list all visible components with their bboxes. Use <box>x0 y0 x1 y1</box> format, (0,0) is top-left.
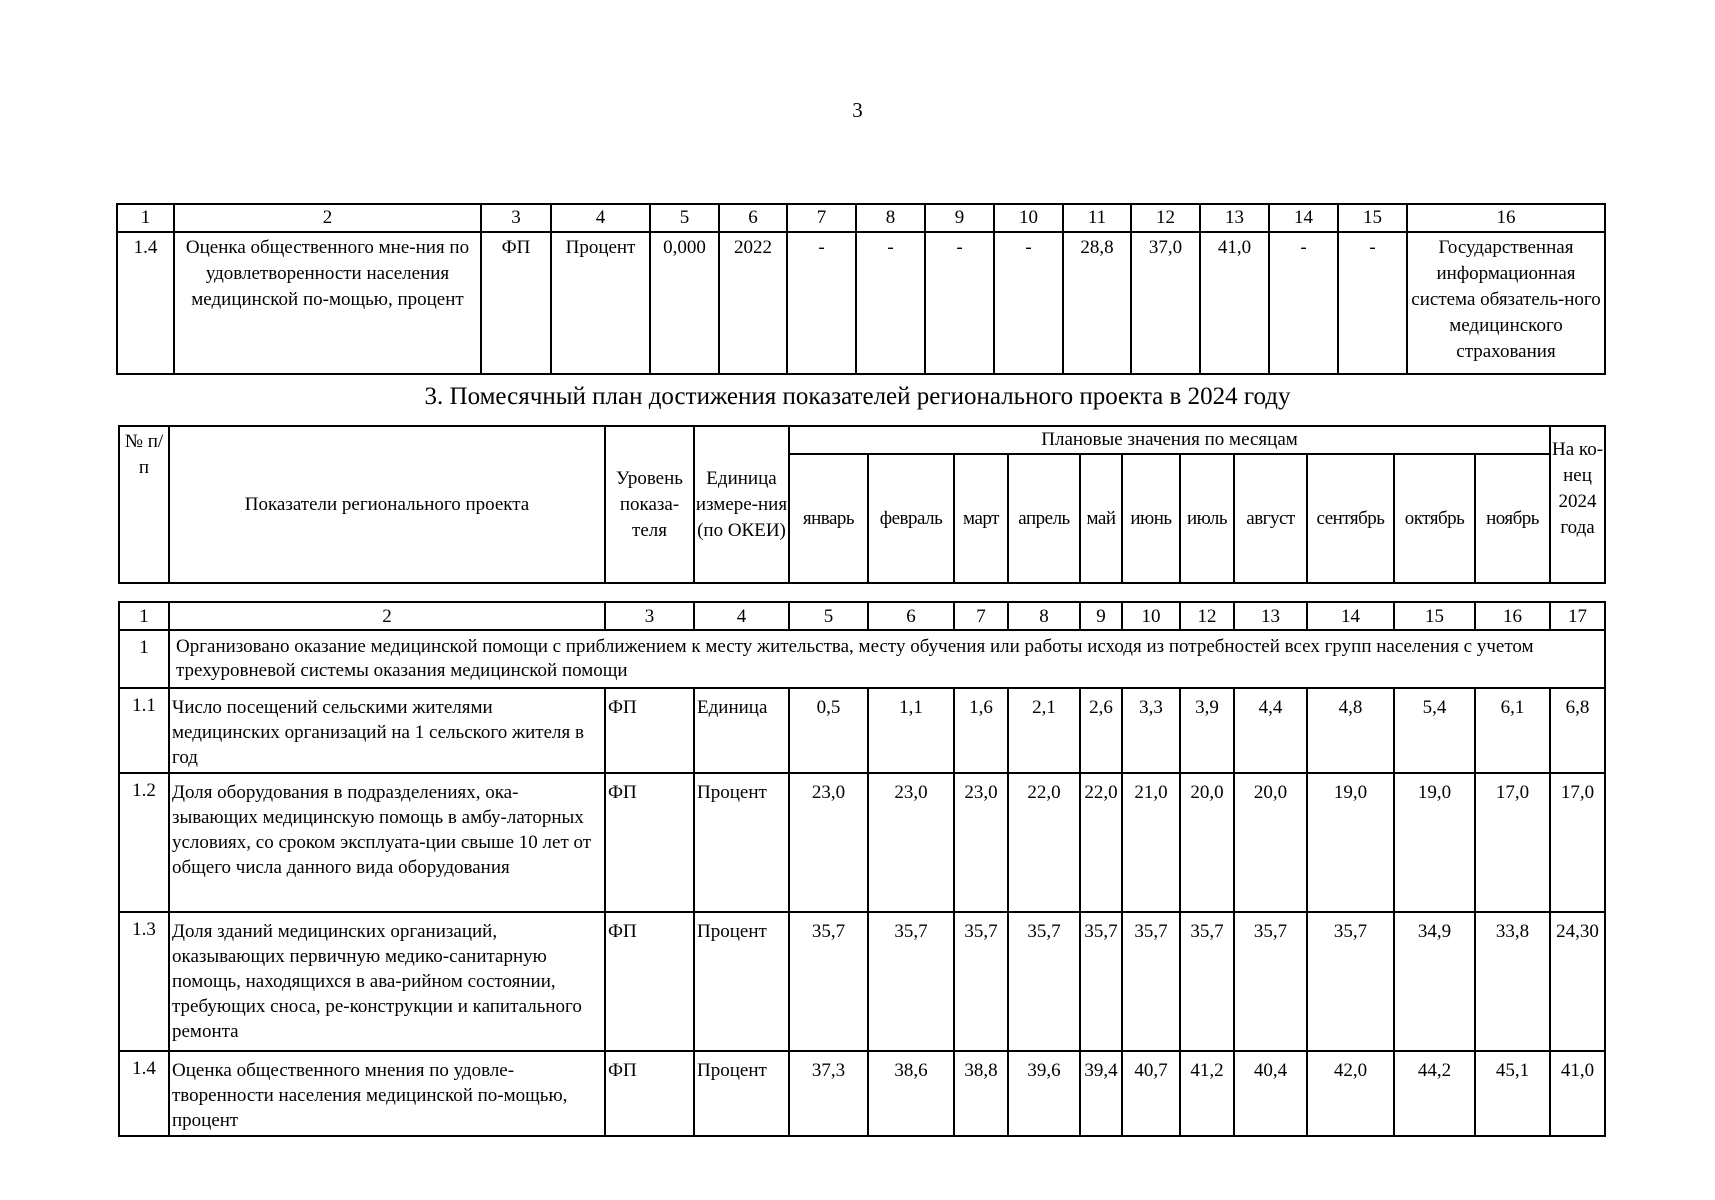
value-june: 35,7 <box>1122 912 1180 1051</box>
value-august: 40,4 <box>1234 1051 1307 1136</box>
value-march: 1,6 <box>954 688 1008 773</box>
month-may: май <box>1080 454 1122 583</box>
value-cell: 41,0 <box>1200 232 1269 374</box>
value-march: 23,0 <box>954 773 1008 912</box>
value-november: 17,0 <box>1475 773 1550 912</box>
value-july: 41,2 <box>1180 1051 1234 1136</box>
col-number: 13 <box>1200 204 1269 232</box>
header-number: № п/п <box>119 426 169 583</box>
value-october: 44,2 <box>1394 1051 1475 1136</box>
value-july: 20,0 <box>1180 773 1234 912</box>
value-february: 23,0 <box>868 773 954 912</box>
table-row <box>119 688 1605 773</box>
row-number: 1.4 <box>119 1051 169 1136</box>
month-february: февраль <box>868 454 954 583</box>
col-number: 10 <box>994 204 1063 232</box>
base-value: 0,000 <box>650 232 719 374</box>
value-june: 21,0 <box>1122 773 1180 912</box>
row-number: 1.2 <box>119 773 169 912</box>
indicator-name: Число посещений сельскими жителями медицинских организаций на 1 сельского жителя в год <box>169 688 605 773</box>
table-row <box>119 773 1605 912</box>
col-number: 8 <box>1008 602 1080 630</box>
month-july: июль <box>1180 454 1234 583</box>
col-number: 2 <box>169 602 605 630</box>
col-number: 6 <box>719 204 787 232</box>
value-november: 45,1 <box>1475 1051 1550 1136</box>
value-april: 35,7 <box>1008 912 1080 1051</box>
col-number: 1 <box>117 204 174 232</box>
indicator-name: Доля оборудования в подразделениях, ока-зывающих медицинскую помощь в амбу-латорных условиях, со сроком эксплуата-ции свыше 10 лет от общего числа данного вида оборудования <box>169 773 605 912</box>
col-number: 13 <box>1234 602 1307 630</box>
col-number: 6 <box>868 602 954 630</box>
value-june: 40,7 <box>1122 1051 1180 1136</box>
col-number: 15 <box>1394 602 1475 630</box>
month-november: ноябрь <box>1475 454 1550 583</box>
indicator-level: ФП <box>481 232 551 374</box>
value-june: 3,3 <box>1122 688 1180 773</box>
col-number: 17 <box>1550 602 1605 630</box>
value-cell: - <box>994 232 1063 374</box>
value-cell: - <box>1338 232 1407 374</box>
value-july: 35,7 <box>1180 912 1234 1051</box>
data-source: Государственная информационная система обязатель-ного медицинского страхования <box>1407 232 1605 374</box>
value-march: 35,7 <box>954 912 1008 1051</box>
monthly-plan-table <box>118 601 1606 1137</box>
col-number: 7 <box>954 602 1008 630</box>
col-number: 12 <box>1131 204 1200 232</box>
value-september: 42,0 <box>1307 1051 1394 1136</box>
value-february: 38,6 <box>868 1051 954 1136</box>
month-october: октябрь <box>1394 454 1475 583</box>
indicator-name: Оценка общественного мнения по удовле-творенности населения медицинской по-мощью, процент <box>169 1051 605 1136</box>
month-september: сентябрь <box>1307 454 1394 583</box>
value-year-end: 41,0 <box>1550 1051 1605 1136</box>
value-cell: - <box>1269 232 1338 374</box>
value-may: 35,7 <box>1080 912 1122 1051</box>
table-row <box>119 1051 1605 1136</box>
unit: Процент <box>694 1051 789 1136</box>
value-september: 4,8 <box>1307 688 1394 773</box>
section-number: 1 <box>119 630 169 688</box>
col-number: 12 <box>1180 602 1234 630</box>
col-number: 16 <box>1407 204 1605 232</box>
value-august: 35,7 <box>1234 912 1307 1051</box>
value-cell: - <box>925 232 994 374</box>
row-number: 1.1 <box>119 688 169 773</box>
header-year-end: На ко-нец 2024 года <box>1550 426 1605 583</box>
month-january: январь <box>789 454 868 583</box>
value-cell: 28,8 <box>1063 232 1131 374</box>
value-august: 4,4 <box>1234 688 1307 773</box>
value-may: 2,6 <box>1080 688 1122 773</box>
value-march: 38,8 <box>954 1051 1008 1136</box>
month-april: апрель <box>1008 454 1080 583</box>
unit: Единица <box>694 688 789 773</box>
col-number: 4 <box>694 602 789 630</box>
value-year-end: 6,8 <box>1550 688 1605 773</box>
value-october: 19,0 <box>1394 773 1475 912</box>
section-text: Организовано оказание медицинской помощи с приближением к месту жительства, месту обучения или работы исходя из потребностей всех групп населения с учетом трехуровневой системы оказания медицинской помощи <box>169 630 1605 688</box>
value-year-end: 24,30 <box>1550 912 1605 1051</box>
value-november: 33,8 <box>1475 912 1550 1051</box>
table-row <box>117 232 1605 374</box>
page-number: 3 <box>852 98 863 122</box>
month-august: август <box>1234 454 1307 583</box>
value-cell: - <box>856 232 925 374</box>
value-april: 2,1 <box>1008 688 1080 773</box>
section-row <box>119 630 1605 688</box>
value-april: 22,0 <box>1008 773 1080 912</box>
col-number: 14 <box>1307 602 1394 630</box>
col-number: 7 <box>787 204 856 232</box>
row-number: 1.4 <box>117 232 174 374</box>
unit: Процент <box>694 912 789 1051</box>
value-november: 6,1 <box>1475 688 1550 773</box>
indicator-name: Оценка общественного мне-ния по удовлетворенности населения медицинской по-мощью, процент <box>174 232 481 374</box>
value-february: 1,1 <box>868 688 954 773</box>
col-number: 14 <box>1269 204 1338 232</box>
value-cell: - <box>787 232 856 374</box>
value-april: 39,6 <box>1008 1051 1080 1136</box>
value-may: 39,4 <box>1080 1051 1122 1136</box>
value-january: 37,3 <box>789 1051 868 1136</box>
value-january: 0,5 <box>789 688 868 773</box>
column-numbers-row <box>117 204 1605 232</box>
col-number: 5 <box>789 602 868 630</box>
unit: Процент <box>694 773 789 912</box>
col-number: 16 <box>1475 602 1550 630</box>
indicator-level: ФП <box>605 688 694 773</box>
value-year-end: 17,0 <box>1550 773 1605 912</box>
header-level: Уровень показа-теля <box>605 426 694 583</box>
indicator-level: ФП <box>605 912 694 1051</box>
value-january: 35,7 <box>789 912 868 1051</box>
col-number: 4 <box>551 204 650 232</box>
col-number: 11 <box>1063 204 1131 232</box>
value-cell: 37,0 <box>1131 232 1200 374</box>
row-number: 1.3 <box>119 912 169 1051</box>
unit: Процент <box>551 232 650 374</box>
value-august: 20,0 <box>1234 773 1307 912</box>
value-july: 3,9 <box>1180 688 1234 773</box>
month-march: март <box>954 454 1008 583</box>
col-number: 3 <box>481 204 551 232</box>
indicator-name: Доля зданий медицинских организаций, оказывающих первичную медико-санитарную помощь, находящихся в ава-рийном состоянии, требующих сноса, ре-конструкции и капитального ремонта <box>169 912 605 1051</box>
base-year: 2022 <box>719 232 787 374</box>
col-number: 10 <box>1122 602 1180 630</box>
table-row <box>119 912 1605 1051</box>
value-september: 19,0 <box>1307 773 1394 912</box>
col-number: 2 <box>174 204 481 232</box>
value-february: 35,7 <box>868 912 954 1051</box>
col-number: 8 <box>856 204 925 232</box>
header-plan-by-month: Плановые значения по месяцам <box>789 426 1550 454</box>
value-september: 35,7 <box>1307 912 1394 1051</box>
header-indicators: Показатели регионального проекта <box>169 426 605 583</box>
column-numbers-row <box>119 602 1605 630</box>
indicator-level: ФП <box>605 1051 694 1136</box>
value-october: 5,4 <box>1394 688 1475 773</box>
header-unit: Единица измере-ния (по ОКЕИ) <box>694 426 789 583</box>
col-number: 15 <box>1338 204 1407 232</box>
month-june: июнь <box>1122 454 1180 583</box>
col-number: 5 <box>650 204 719 232</box>
col-number: 9 <box>1080 602 1122 630</box>
value-january: 23,0 <box>789 773 868 912</box>
value-october: 34,9 <box>1394 912 1475 1051</box>
value-may: 22,0 <box>1080 773 1122 912</box>
indicator-level: ФП <box>605 773 694 912</box>
monthly-plan-header <box>118 425 1606 584</box>
continuation-table <box>116 203 1606 375</box>
col-number: 9 <box>925 204 994 232</box>
section-title: 3. Помесячный план достижения показателей регионального проекта в 2024 году <box>424 383 1291 410</box>
col-number: 1 <box>119 602 169 630</box>
col-number: 3 <box>605 602 694 630</box>
